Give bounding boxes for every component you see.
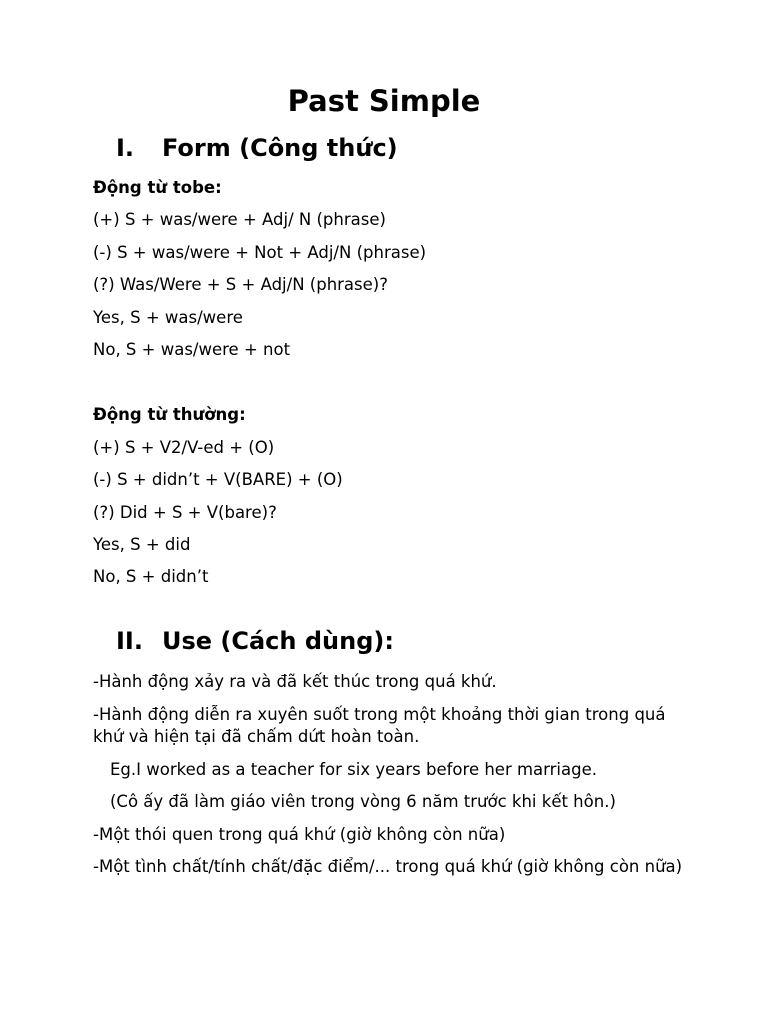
formula-line: (-) S + didn’t + V(BARE) + (O)	[93, 470, 343, 489]
formula-line: (?) Did + S + V(bare)?	[93, 503, 277, 522]
ordinary-verb-label: Động từ thường:	[93, 405, 246, 424]
section-number: I.	[116, 134, 135, 162]
section-number: II.	[116, 627, 143, 655]
section-title: Use (Cách dùng):	[162, 627, 394, 655]
usage-line: -Hành động xảy ra và đã kết thúc trong quá khứ.	[93, 672, 497, 691]
example-translation: (Cô ấy đã làm giáo viên trong vòng 6 năm trước khi kết hôn.)	[110, 792, 616, 811]
formula-line: (-) S + was/were + Not + Adj/N (phrase)	[93, 243, 427, 262]
usage-line: -Một thói quen trong quá khứ (giờ không còn nữa)	[93, 825, 506, 844]
section-heading-form	[116, 134, 398, 162]
formula-line: (+) S + V2/V-ed + (O)	[93, 438, 275, 457]
formula-line: (?) Was/Were + S + Adj/N (phrase)?	[93, 275, 388, 294]
section-title: Form (Công thức)	[162, 134, 398, 162]
formula-line: Yes, S + was/were	[93, 308, 243, 327]
formula-line: No, S + didn’t	[93, 567, 209, 586]
section-heading-use	[116, 627, 394, 655]
formula-line: (+) S + was/were + Adj/ N (phrase)	[93, 210, 386, 229]
page-title: Past Simple	[287, 84, 481, 118]
example-line: Eg.I worked as a teacher for six years before her marriage.	[110, 760, 597, 779]
tobe-label: Động từ tobe:	[93, 178, 222, 197]
formula-line: No, S + was/were + not	[93, 340, 291, 359]
usage-line: -Một tình chất/tính chất/đặc điểm/... trong quá khứ (giờ không còn nữa)	[93, 857, 683, 876]
usage-line: -Hành động diễn ra xuyên suốt trong một khoảng thời gian trong quá khứ và hiện tại đã chấm dứt hoàn toàn.	[93, 705, 666, 746]
formula-line: Yes, S + did	[93, 535, 191, 554]
